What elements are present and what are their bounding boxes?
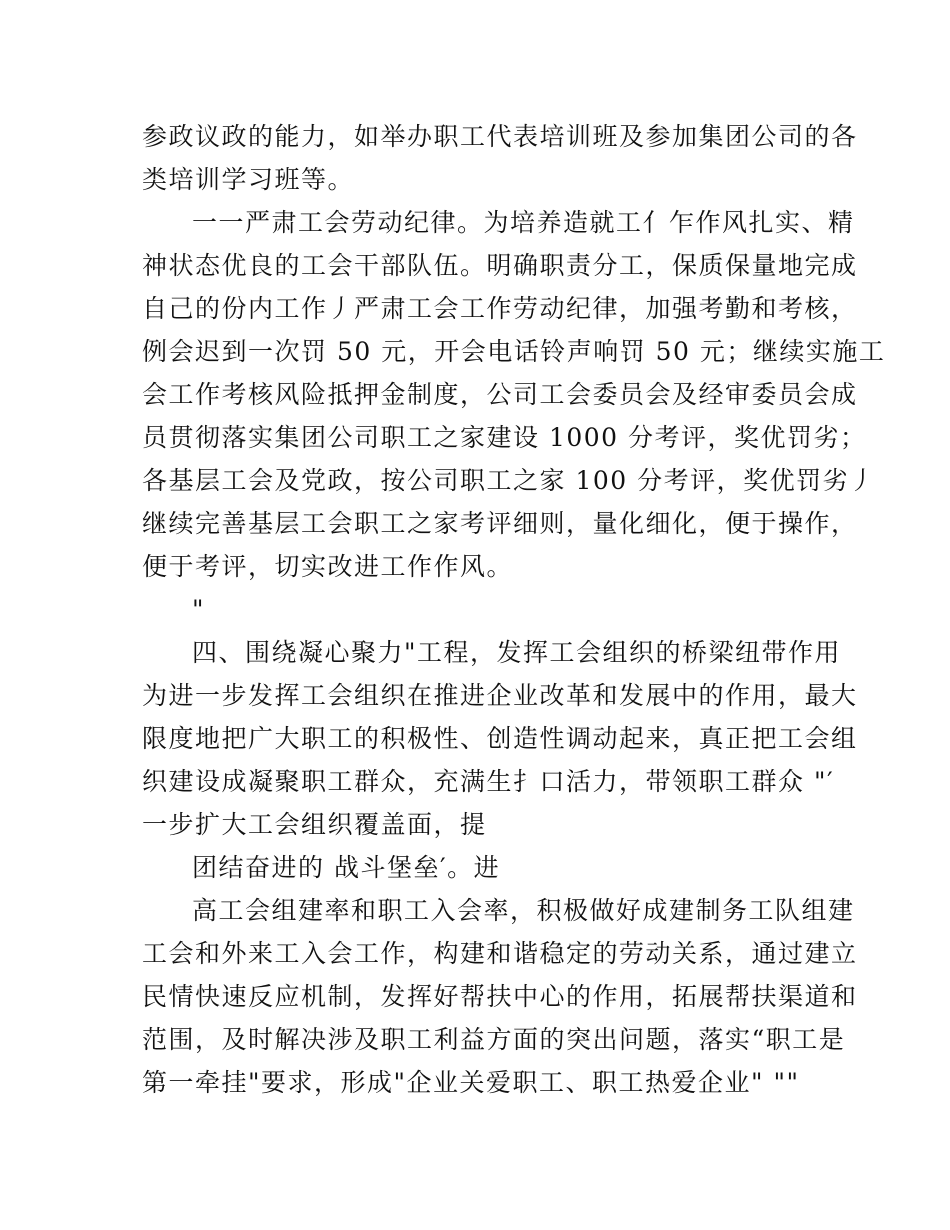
text-line: 继续完善基层工会职工之家考评细则，量化细化，便于操作， (142, 509, 858, 538)
text-line: 一一严肃工会劳动纪律。为培养造就工亻乍作风扎实、精 (192, 208, 855, 237)
text-line: " (192, 595, 205, 624)
text-line: 参政议政的能力，如举办职工代表培训班及参加集团公司的各 (142, 122, 858, 151)
text-line: 各基层工会及党政，按公司职工之家 100 分考评，奖优罚劣丿 (142, 466, 876, 495)
text-line: 团结奋进的 战斗堡垒′。进 (192, 853, 501, 882)
text-line: 范围，及时解决涉及职工利益方面的突出问题，落实“职工是 (142, 1025, 846, 1054)
text-line: 神状态优良的工会干部队伍。明确职责分工，保质保量地完成 (142, 251, 858, 280)
text-line: 会工作考核风险抵押金制度，公司工会委员会及经审委员会成 (142, 380, 858, 409)
text-line: 便于考评，切实改进工作作风。 (142, 552, 514, 581)
text-line: 工会和外来工入会工作，构建和谐稳定的劳动关系，通过建立 (142, 939, 858, 968)
text-line: 一步扩大工会组织覆盖面，提 (142, 810, 487, 839)
text-line: 高工会组建率和职工入会率，积极做好成建制务工队组建 (192, 896, 855, 925)
text-line: 员贯彻落实集团公司职工之家建设 1000 分考评，奖优罚劣； (142, 423, 867, 452)
text-line: 类培训学习班等。 (142, 165, 355, 194)
text-line: 织建设成凝聚职工群众，充满生扌口活力，带领职工群众 "′ (142, 767, 835, 796)
text-line: 限度地把广大职工的积极性、创造性调动起来，真正把工会组 (142, 724, 858, 753)
text-line: 为进一步发挥工会组织在推进企业改革和发展中的作用，最大 (142, 681, 858, 710)
text-line: 例会迟到一次罚 50 元，开会电话铃声响罚 50 元；继续实施工 (142, 337, 886, 366)
text-line: 自己的份内工作丿严肃工会工作劳动纪律，加强考勤和考核， (142, 294, 858, 323)
text-line: 民情快速反应机制，发挥好帮扶中心的作用，拓展帮扶渠道和 (142, 982, 858, 1011)
section-heading: 四、围绕凝心聚力"工程，发挥工会组织的桥梁纽带作用 (192, 638, 842, 667)
text-line: 第一牵挂"要求，形成"企业关爱职工、职工热爱企业" "" (142, 1068, 800, 1097)
